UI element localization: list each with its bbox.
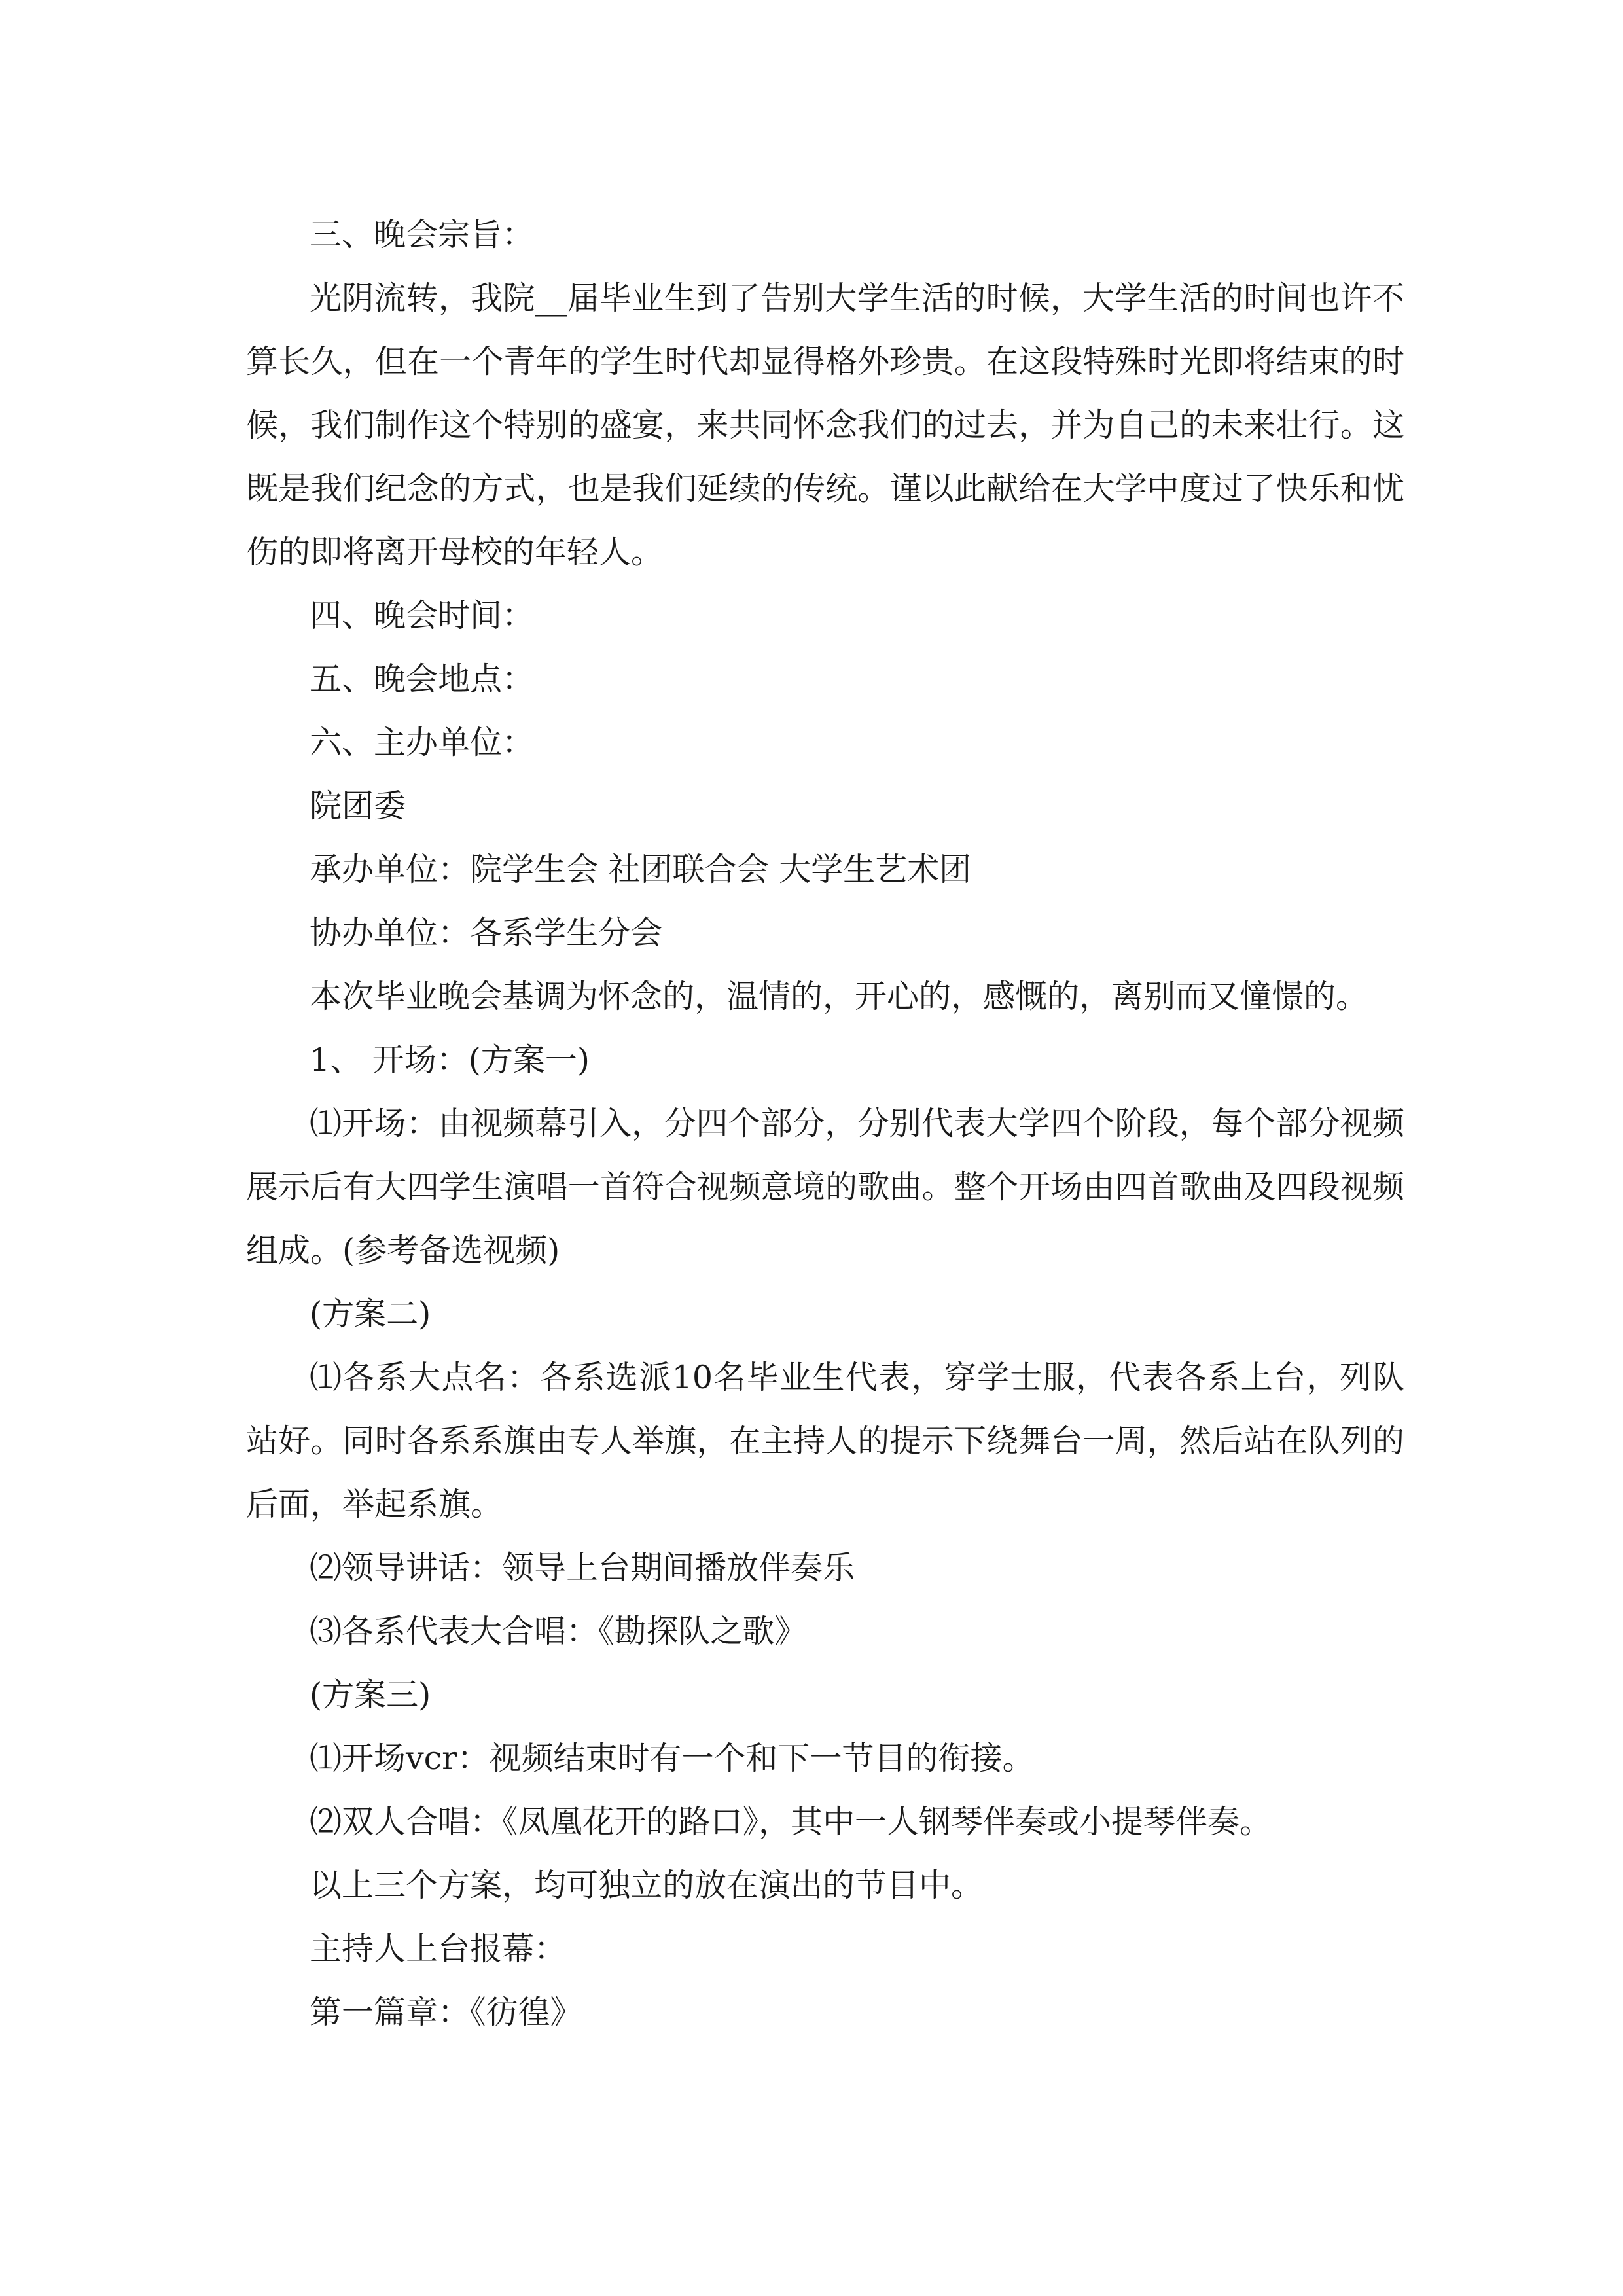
plan-two-item-3: ⑶各系代表大合唱：《勘探队之歌》 xyxy=(310,1613,807,1650)
plan-two-item-2: ⑵领导讲话：领导上台期间播放伴奏乐 xyxy=(310,1549,855,1587)
purpose-paragraph: 光阴流转，我院__届毕业生到了告别大学生活的时候，大学生活的时间也许不算长久，但在一个青年的学生时代却显得格外珍贵。在这段特殊时光即将结束的时候，我们制作这个特别的盛宴，来共同怀念我们的过去，并为自己的未来壮行。这既是我们纪念的方式，也是我们延续的传统。谨以此献给在大学中度过了快乐和忧伤的即将离开母校的年轻人。 xyxy=(246,279,1404,571)
organizer-units: 承办单位：院学生会 社团联合会 大学生艺术团 xyxy=(310,851,972,888)
host-announcement: 主持人上台报幕： xyxy=(310,1930,567,1967)
section-heading-location: 五、晚会地点： xyxy=(310,660,535,698)
opening-heading: 1、 开场：(方案一) xyxy=(310,1041,590,1079)
co-organizer-units: 协办单位：各系学生分会 xyxy=(310,914,663,952)
plan-three-heading: (方案三) xyxy=(310,1676,431,1713)
section-heading-purpose: 三、晚会宗旨： xyxy=(310,216,535,253)
tone-paragraph: 本次毕业晚会基调为怀念的，温情的，开心的，感慨的，离别而又憧憬的。 xyxy=(310,978,1368,1015)
chapter-one-title: 第一篇章：《彷徨》 xyxy=(310,1994,582,2031)
plan-two-heading: (方案二) xyxy=(310,1295,431,1333)
plan-three-item-1: ⑴开场vcr：视频结束时有一个和下一节目的衔接。 xyxy=(310,1740,1035,1777)
plan-one-item-1: ⑴开场：由视频幕引入，分四个部分，分别代表大学四个阶段，每个部分视频展示后有大四学生演唱一首符合视频意境的歌曲。整个开场由四首歌曲及四段视频组成。(参考备选视频) xyxy=(246,1105,1404,1269)
section-heading-time: 四、晚会时间： xyxy=(310,597,535,634)
plan-two-item-1: ⑴各系大点名：各系选派10名毕业生代表，穿学士服，代表各系上台，列队站好。同时各系系旗由专人举旗，在主持人的提示下绕舞台一周，然后站在队列的后面，举起系旗。 xyxy=(246,1359,1404,1523)
host-unit: 院团委 xyxy=(310,787,406,825)
plan-three-item-2: ⑵双人合唱：《凤凰花开的路口》，其中一人钢琴伴奏或小提琴伴奏。 xyxy=(310,1803,1272,1840)
document-body xyxy=(246,203,1404,2044)
plans-summary: 以上三个方案，均可独立的放在演出的节目中。 xyxy=(310,1867,984,1904)
section-heading-host: 六、主办单位： xyxy=(310,724,535,761)
